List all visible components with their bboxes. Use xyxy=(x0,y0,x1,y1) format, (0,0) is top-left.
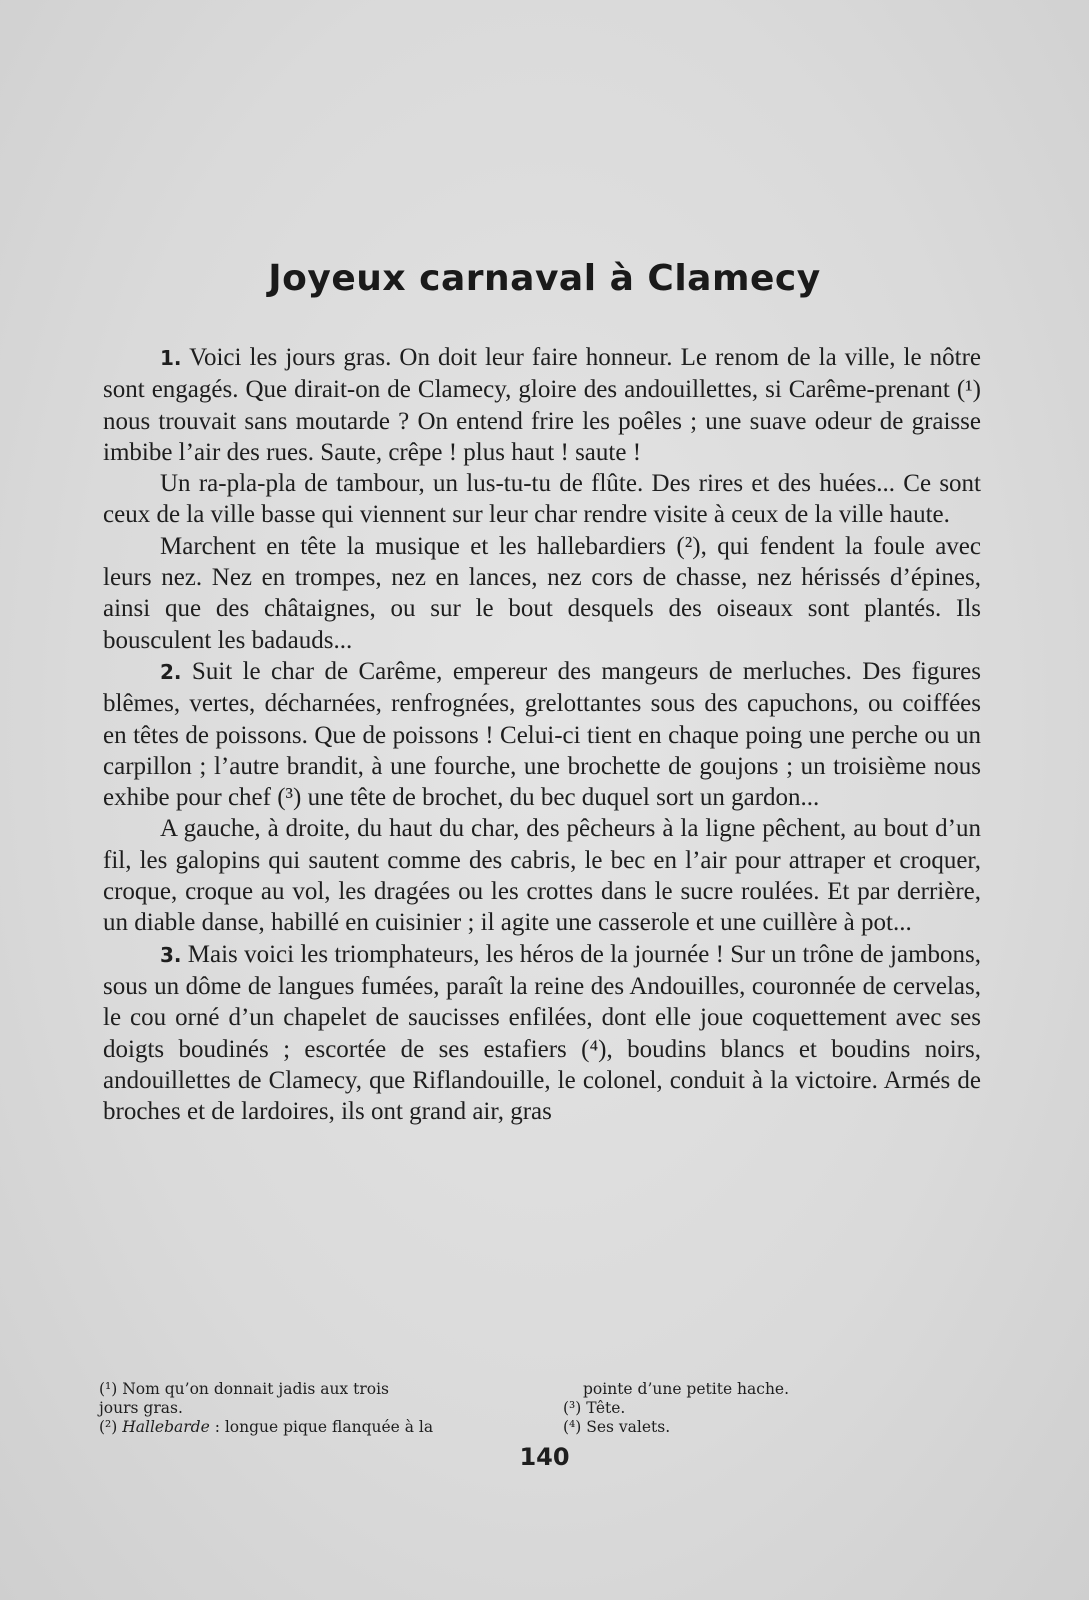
footnote-continuation xyxy=(99,1399,519,1418)
section-number: 3. xyxy=(160,942,182,967)
paragraph xyxy=(103,939,981,1128)
paragraph-text: Suit le char de Carême, empereur des mangeurs de merluches. Des figures blêmes, vertes, décharnées, renfrognées, grelottantes sous des capuchons, ou coiffées en têtes de poissons. Que de poissons ! Celui-ci tient en chaque poing une perche ou un carpillon ; l’autre brandit, à une fourche, une brochette de goujons ; un troisième nous exhibe pour chef (³) une tête de brochet, du bec duquel sort un gardon... xyxy=(103,657,981,812)
footnote-text: Nom qu’on donnait jadis aux trois xyxy=(117,1380,389,1398)
footnote xyxy=(563,1399,883,1418)
section-number: 2. xyxy=(160,659,182,684)
chapter-title: Joyeux carnaval à Clamecy xyxy=(268,258,821,299)
page-number: 140 xyxy=(519,1443,570,1471)
paragraph-text: Mais voici les triomphateurs, les héros de la journée ! Sur un trône de jambons, sous un dôme de langues fumées, paraît la reine des Andouilles, couronnée de cervelas, le cou orné d’un chapelet de saucisses enfilées, dont elle joue coquettement avec ses doigts boudinés ; escortée de ses estafiers (⁴), boudins blancs et boudins noirs, andouillettes de Clamecy, que Riflandouille, le colonel, conduit à la victoire. Armés de broches et de lardoires, ils ont grand air, gras xyxy=(103,940,981,1126)
footnote xyxy=(99,1380,519,1399)
footnote-mark: (²) xyxy=(99,1418,118,1436)
footnotes-right-column xyxy=(563,1380,883,1437)
footnote-text: jours gras. xyxy=(99,1399,183,1417)
footnote-mark: (³) xyxy=(563,1399,582,1417)
paragraph-text: Un ra-pla-pla de tambour, un lus-tu-tu de flûte. Des rires et des huées... Ce sont ceux de la ville basse qui viennent sur leur char rendre visite à ceux de la ville haute. xyxy=(103,470,981,529)
paragraph xyxy=(103,531,981,656)
footnote-continuation xyxy=(563,1380,883,1399)
footnote-text: Tête. xyxy=(581,1399,626,1417)
footnote-text: pointe d’une petite hache. xyxy=(583,1380,790,1398)
body-text xyxy=(103,342,981,1127)
paragraph xyxy=(103,813,981,938)
paragraph-text: Voici les jours gras. On doit leur faire honneur. Le renom de la ville, le nôtre sont engagés. Que dirait-on de Clamecy, gloire des andouillettes, si Carême-prenant (¹) nous trouvait sans moutarde ? On entend frire les poêles ; une suave odeur de graisse imbibe l’air des rues. Saute, crêpe ! plus haut ! saute ! xyxy=(103,344,981,466)
footnote-text: Ses valets. xyxy=(581,1418,671,1436)
footnote-mark: (¹) xyxy=(99,1380,118,1398)
footnotes-left-column xyxy=(99,1380,519,1437)
paragraph-text: A gauche, à droite, du haut du char, des pêcheurs à la ligne pêchent, au bout d’un fil, les galopins qui sautent comme des cabris, le bec en l’air pour attraper et croquer, croque, croque au vol, les dragées ou les crottes dans le sucre roulées. Et par derrière, un diable danse, habillé en cuisinier ; il agite une casserole et une cuillère à pot... xyxy=(103,815,981,937)
footnote xyxy=(563,1418,883,1437)
paragraph xyxy=(103,468,981,531)
footnote-mark: (⁴) xyxy=(563,1418,582,1436)
footnote-term: Hallebarde xyxy=(117,1418,210,1436)
footnote-text: : longue pique flanquée à la xyxy=(209,1418,434,1436)
section-number: 1. xyxy=(160,346,182,370)
footnote xyxy=(99,1418,519,1437)
paragraph xyxy=(103,656,981,813)
paragraph-text: Marchent en tête la musique et les hallebardiers (²), qui fendent la foule avec leurs nez. Nez en trompes, nez en lances, nez cors de chasse, nez hérissés d’épines, ainsi que des châtaignes, ou sur le bout desquels des oiseaux sont plantés. Ils bousculent les badauds... xyxy=(103,532,981,654)
paragraph xyxy=(103,342,981,468)
